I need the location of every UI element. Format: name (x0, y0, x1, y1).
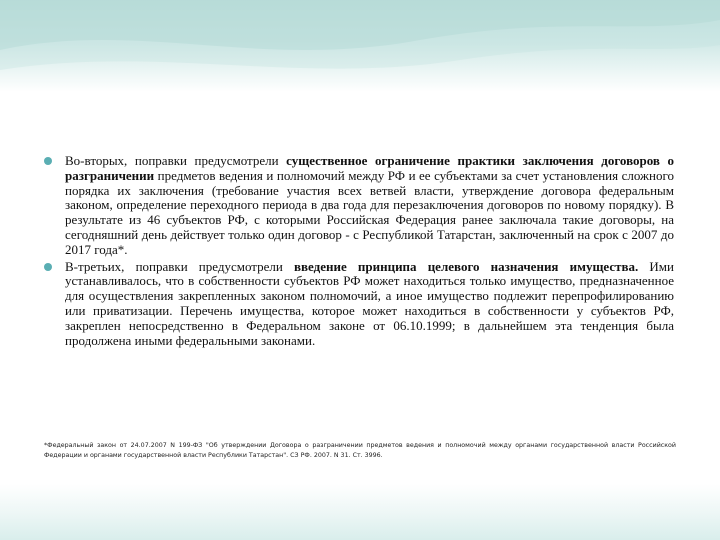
bullet-rest-text: Ими устанавливалось, что в собственности субъектов РФ может находиться только имущество, предназначенное для осуществления закрепленных законом полномочий, а иное имущество подлежит перепрофилированию или приватизации. Перечень имущества, которое может находиться в собственности у субъектов РФ, закреплен непосредственно в Федеральном законе от 06.10.1999; в дальнейшем эта тенденция была продолжена иными федеральными законами. (65, 258, 674, 348)
wave-decoration (0, 0, 720, 92)
slide-body (44, 154, 674, 350)
bullet-lead-text: В-третьих, поправки предусмотрели (65, 258, 294, 274)
top-decorative-band (0, 0, 720, 92)
bullet-rest-text: предметов ведения и полномочий между РФ и ее субъектами за счет установления сложного порядка их заключения (требование участия всех ветвей власти, утверждение договора федеральным законом, определение переходного периода в два года для перезаключения договоров по новому порядку). В результате из 46 субъектов РФ, с которыми Российская Федерация ранее заключала такие договоры, на сегодняшний день действует только один договор - с Республикой Татарстан, заключенный на срок с 2007 до 2017 года*. (65, 167, 674, 257)
bullet-icon (44, 263, 52, 271)
bullet-lead-text: Во-вторых, поправки предусмотрели (65, 153, 287, 168)
bullet-bold-text: существенное ограничение практики заключения договоров о разграничении (65, 153, 675, 183)
bullet-bold-text: введение принципа целевого назначения имущества. (294, 258, 639, 274)
bullet-icon (44, 157, 52, 165)
footnote: *Федеральный закон от 24.07.2007 N 199-ФЗ "Об утверждении Договора о разграничении предметов ведения и полномочий между органами государственной власти Российской Федерации и органами государственной власти Республики Татарстан". СЗ РФ. 2007. N 31. Ст. 3996. (44, 442, 676, 459)
bullet-item-second (44, 154, 674, 258)
bullet-item-third (44, 260, 674, 349)
bottom-decorative-band (0, 484, 720, 540)
